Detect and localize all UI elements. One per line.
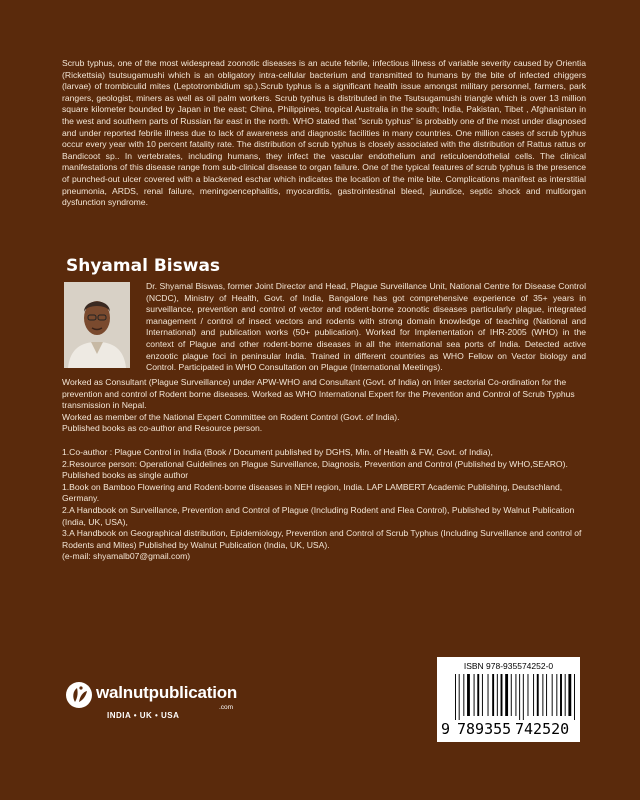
author-photo bbox=[64, 282, 130, 368]
barcode-bar bbox=[542, 674, 543, 716]
publication-item: Published books as single author bbox=[62, 470, 189, 481]
barcode-bar bbox=[474, 674, 475, 716]
publication-item: 3.A Handbook on Geographical distribution, Epidemiology, Prevention and Control of Scrub Typhus (Including Surveillance and control of Rodents and Mites) Published by Walnut Publication (India, UK, USA). bbox=[62, 528, 582, 550]
barcode-digit-group: 789355 bbox=[457, 720, 512, 738]
barcode-bar bbox=[528, 674, 529, 716]
barcode-digit-lead: 9 bbox=[441, 720, 451, 738]
barcode-bar bbox=[505, 674, 508, 716]
barcode-bar bbox=[467, 674, 470, 716]
author-email: (e-mail: shyamalb07@gmail.com) bbox=[62, 551, 191, 562]
barcode-bar bbox=[515, 674, 516, 716]
author-bio-extended bbox=[62, 377, 586, 435]
barcode-bar bbox=[565, 674, 566, 716]
barcode-bars bbox=[455, 674, 575, 720]
bio-paragraph: Worked as Consultant (Plague Surveillance) under APW-WHO and Consultant (Govt. of India) on Inter sectorial Co-ordination for the prevention and control of Rodent borne diseases. Worked as WHO International Expert for the Prevention and Control of Scrub Typhus transmission in Nepal. bbox=[62, 377, 575, 411]
barcode-bar bbox=[568, 674, 571, 716]
barcode-digit-group: 742520 bbox=[515, 720, 570, 738]
barcode-bar bbox=[552, 674, 553, 716]
back-cover-blurb: Scrub typhus, one of the most widespread zoonotic diseases is an acute febrile, infectious illness of variable severity caused by Orientia (Rickettsia) tsutsugamushi which is an obligatory intra-cellular bacterium and transmitted to humans by the bite of infected chiggers (larvae) of trombiculid mites (Leptotrombidium sp.).Scrub typhus is a significant health issue amongst military personnel, farmers, park rangers, geologist, miners as well as oil palm workers. Scrub typhus is distributed in the Tsutsugamushi triangle which is over 13 million square kilometer bounded by Japan in the east; China, Philippines, tropical Australia in the south; India, Pakistan, Tibet , Afghanistan in the west and southern parts of Russian far east in the north. WHO stated that "scrub typhus" is probably one of the most under diagnosed and under reported febrile illness due to lack of awareness and diagnostic facilities in many countries. One million cases of scrub typhus occur every year with 10 percent fatality rate. The distribution of scrub typhus is closely associated with the distribution of Rattus rattus or Bandicoot sp.. In vertebrates, including humans, they infect the vascular endothelium and reticuloendothelial cells. The clinical manifestations of this disease range from sub-clinical disease to organ failure. One of the typical features of scrub typhus is the presence of punched-out ulcer covered with a blackened eschar which indicates the location of the mite bite. Complications manifest as interstitial pneumonia, ARDS, renal failure, meningoencephalitis, myocarditis, gastrointestinal bleed, jaundice, septic shock and multiorgan dysfunction syndrome. bbox=[62, 58, 586, 208]
barcode-bar bbox=[556, 674, 557, 716]
barcode-bar bbox=[488, 674, 489, 716]
barcode-bar bbox=[492, 674, 494, 716]
publisher-domain-suffix: .com bbox=[219, 704, 234, 711]
barcode-bar bbox=[533, 674, 534, 716]
publication-item: 1.Book on Bamboo Flowering and Rodent-borne diseases in NEH region, India. LAP LAMBERT Academic Publishing, Deutschland, Germany. bbox=[62, 481, 563, 504]
barcode-bar bbox=[455, 674, 456, 720]
isbn-barcode bbox=[437, 657, 580, 742]
isbn-number: ISBN 978-935574252-0 bbox=[463, 661, 554, 671]
publication-item: 1.Co-author : Plague Control in India (Book / Document published by DGHS, Min. of Health & FW, Govt. of India), bbox=[62, 447, 493, 457]
bio-paragraph: Published books as co-author and Resource person. bbox=[62, 423, 263, 434]
publisher-regions: INDIA • UK • USA bbox=[107, 711, 180, 720]
barcode-bar bbox=[497, 674, 498, 716]
barcode-bar bbox=[546, 674, 547, 716]
barcode-bar bbox=[482, 674, 483, 716]
barcode-bar bbox=[560, 674, 562, 716]
barcode-bar bbox=[511, 674, 512, 716]
barcode-bar bbox=[519, 674, 520, 720]
barcode-bar bbox=[463, 674, 464, 716]
barcode-bar bbox=[537, 674, 539, 716]
publisher-name: walnutpublication bbox=[96, 683, 238, 702]
publication-list bbox=[62, 447, 586, 563]
walnut-icon bbox=[66, 682, 92, 708]
bio-paragraph: Worked as member of the National Expert Committee on Rodent Control (Govt. of India). bbox=[62, 411, 400, 422]
barcode-bar bbox=[477, 674, 479, 716]
author-bio: Dr. Shyamal Biswas, former Joint Director and Head, Plague Surveillance Unit, National Centre for Disease Control (NCDC), Ministry of Health, Govt. of India, Bangalore has got comprehensive experience of 35+ years in surveillance, prevention and control of vector and rodent-borne zoonotic diseases particularly plague, integrated management / control of insect vectors and rodents with strong domain knowledge of teaching (National and International) and publication works (50+ publication). Worked for Implementation of IHR-2005 (WHO) in the context of Plague and other rodent-borne diseases in all the international sea ports of India. Detected active enzootic plague foci in peninsular India. Trained in different countries as WHO Fellow on Vector biology and Control. Participated in WHO Consultation on Plague (International Meetings). bbox=[146, 281, 586, 373]
barcode-bar bbox=[459, 674, 460, 720]
author-name: Shyamal Biswas bbox=[66, 256, 221, 276]
barcode-bar bbox=[574, 674, 575, 720]
publication-item: 2.A Handbook on Surveillance, Prevention and Control of Plague (Including Rodent and Flea Control), Published by Walnut Publication (India, UK, USA), bbox=[62, 504, 575, 527]
barcode-bar bbox=[501, 674, 503, 716]
publication-item: 2.Resource person: Operational Guidelines on Plague Surveillance, Diagnosis, Prevention and Control (Published by WHO,SEARO). bbox=[62, 458, 568, 469]
barcode-bar bbox=[523, 674, 524, 720]
